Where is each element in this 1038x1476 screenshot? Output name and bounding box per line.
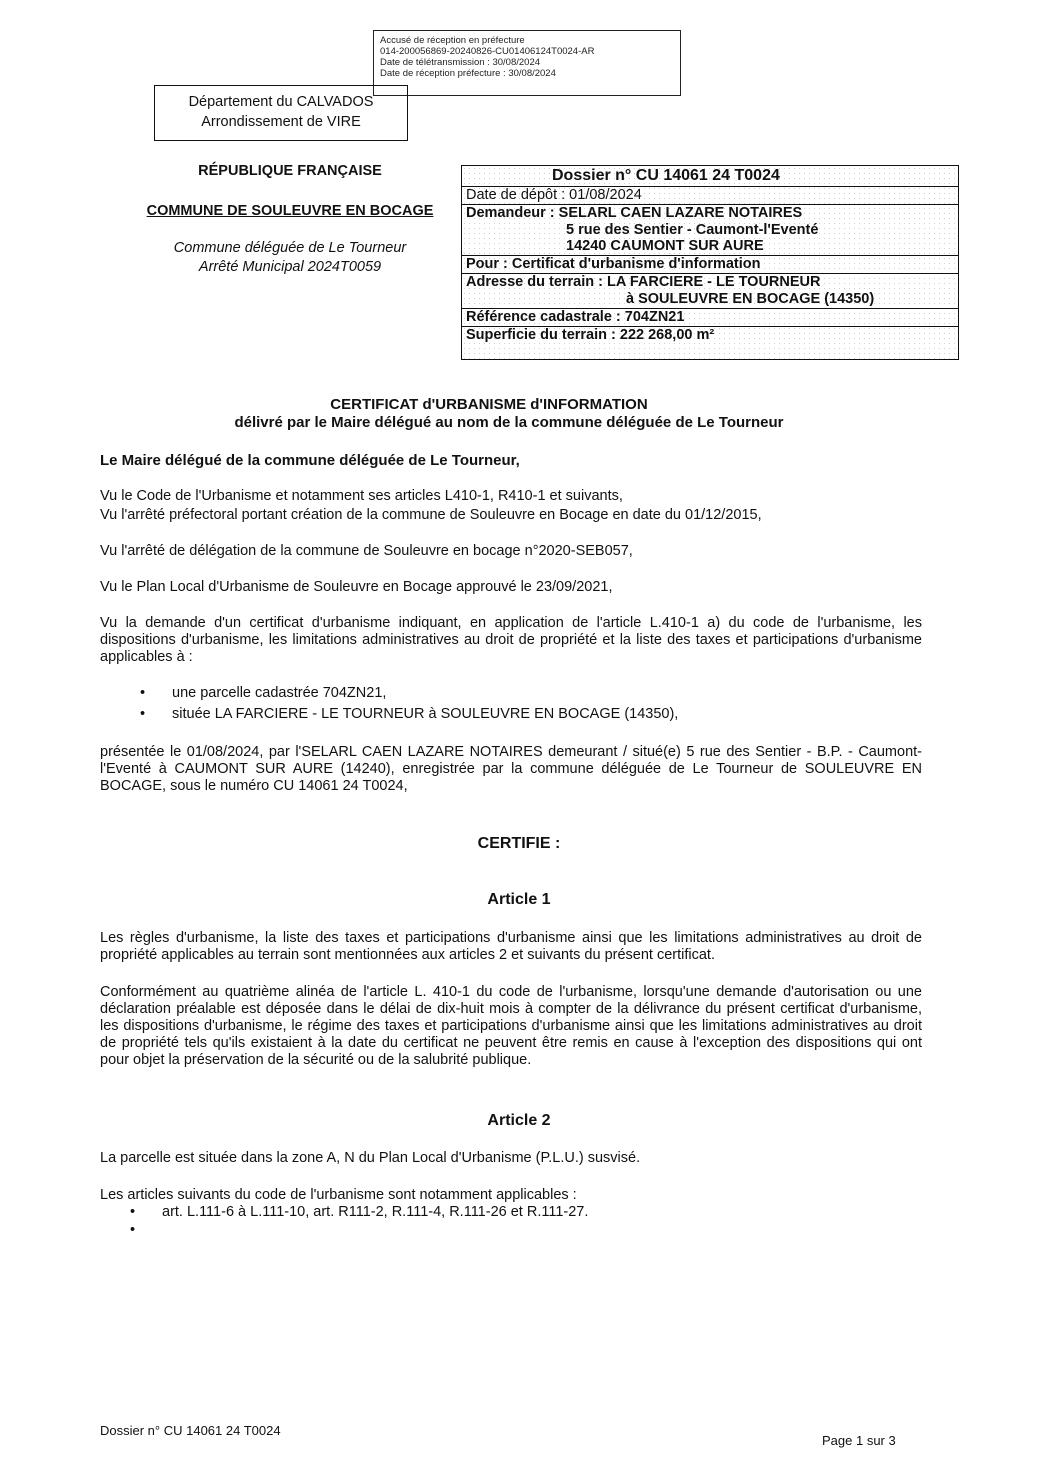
maire-line: Le Maire délégué de la commune déléguée de Le Tourneur,: [100, 452, 520, 469]
adresse-commune: à SOULEUVRE EN BOCAGE (14350): [626, 290, 875, 307]
adresse-line: Adresse du terrain : LA FARCIERE - LE TOURNEUR: [466, 273, 821, 290]
document-title: CERTIFICAT d'URBANISME d'INFORMATION: [330, 396, 648, 413]
dossier-superficie: Superficie du terrain : 222 268,00 m²: [466, 326, 715, 343]
list-item: [130, 1222, 162, 1239]
list-item: [130, 1204, 588, 1221]
arrondissement-line: Arrondissement de VIRE: [201, 114, 361, 130]
bullet-icon: •: [130, 1204, 136, 1220]
page-number: Page 1 sur 3: [822, 1433, 896, 1448]
dossier-number: Dossier n° CU 14061 24 T0024: [462, 166, 958, 187]
dossier-adresse: [462, 274, 958, 309]
stamp-line: Date de réception préfecture : 30/08/2024: [380, 68, 556, 79]
stamp-line: Date de télétransmission : 30/08/2024: [380, 57, 541, 68]
delegated-commune-label: Commune déléguée de Le Tourneur: [173, 240, 407, 256]
bullet-icon: •: [140, 706, 146, 722]
vu-demande: Vu la demande d'un certificat d'urbanisme indiquant, en application de l'article L.410-1 a) du code de l'urbanisme, les dispositions d'urbanisme, les limitations administratives au droit de propriété et la liste des taxes et participations d'urbanisme applicables à :: [100, 615, 922, 665]
demandeur-city: 14240 CAUMONT SUR AURE: [566, 238, 764, 254]
commune-label: COMMUNE DE SOULEUVRE EN BOCAGE: [146, 203, 434, 219]
vu-line: Vu l'arrêté préfectoral portant création de la commune de Souleuvre en Bocage en date du 01/12/2015,: [100, 507, 762, 523]
reception-stamp: [373, 30, 681, 96]
dossier-pour: Pour : Certificat d'urbanisme d'information: [462, 256, 958, 274]
department-box: [154, 85, 408, 141]
demandeur-name: Demandeur : SELARL CAEN LAZARE NOTAIRES: [466, 205, 803, 221]
article1-heading: Article 1: [487, 891, 551, 908]
bullet-icon: •: [130, 1222, 136, 1238]
list-item: [140, 685, 386, 702]
document-subtitle: délivré par le Maire délégué au nom de la commune déléguée de Le Tourneur: [234, 414, 784, 431]
article2-paragraph: La parcelle est située dans la zone A, N du Plan Local d'Urbanisme (P.L.U.) susvisé.: [100, 1150, 641, 1166]
stamp-line: 014-200056869-20240826-CU01406124T0024-AR: [380, 46, 595, 57]
republic-label: RÉPUBLIQUE FRANÇAISE: [198, 163, 382, 179]
article2-paragraph: Les articles suivants du code de l'urbanisme sont notamment applicables :: [100, 1187, 577, 1203]
list-item-text: une parcelle cadastrée 704ZN21,: [172, 685, 387, 701]
article1-paragraph: Les règles d'urbanisme, la liste des taxes et participations d'urbanisme ainsi que les limitations administratives au droit de propriété applicables au terrain sont mentionnées aux articles 2 et suivants du présent certificat.: [100, 930, 922, 963]
presentee-paragraph: présentée le 01/08/2024, par l'SELARL CAEN LAZARE NOTAIRES demeurant / situé(e) 5 rue des Sentier - B.P. - Caumont-l'Eventé à CAUMONT SUR AURE (14240), enregistrée par la commune déléguée de Le Tourneur de SOULEUVRE EN BOCAGE, sous le numéro CU 14061 24 T0024,: [100, 744, 922, 794]
arrete-label: Arrêté Municipal 2024T0059: [198, 259, 382, 275]
dossier-reference: Référence cadastrale : 704ZN21: [462, 309, 958, 327]
list-item-text: art. L.111-6 à L.111-10, art. R111-2, R.111-4, R.111-26 et R.111-27.: [162, 1204, 589, 1220]
demandeur-street: 5 rue des Sentier - Caumont-l'Eventé: [566, 221, 819, 238]
vu-line: Vu le Plan Local d'Urbanisme de Souleuvre en Bocage approuvé le 23/09/2021,: [100, 579, 613, 595]
list-item-text: située LA FARCIERE - LE TOURNEUR à SOULEUVRE EN BOCAGE (14350),: [172, 706, 679, 722]
article1-paragraph: Conformément au quatrième alinéa de l'article L. 410-1 du code de l'urbanisme, lorsqu'une demande d'autorisation ou une déclaration préalable est déposée dans le délai de dix-huit mois à compter de la délivrance du présent certificat d'urbanisme, les dispositions d'urbanisme, le régime des taxes et participations d'urbanisme ainsi que les limitations administratives au droit de propriété tels qu'ils existaient à la date du certificat ne peuvent être remis en cause à l'exception des dispositions qui ont pour objet la préservation de la sécurité ou de la salubrité publique.: [100, 984, 922, 1068]
article2-heading: Article 2: [487, 1112, 551, 1129]
dossier-demandeur: [462, 205, 958, 256]
certifie-heading: CERTIFIE :: [477, 835, 561, 852]
vu-line: Vu l'arrêté de délégation de la commune de Souleuvre en bocage n°2020-SEB057,: [100, 543, 633, 559]
department-line: Département du CALVADOS: [188, 94, 374, 110]
bullet-icon: •: [140, 685, 146, 701]
dossier-depot: Date de dépôt : 01/08/2024: [462, 187, 958, 205]
list-item: [140, 706, 678, 723]
stamp-line: Accusé de réception en préfecture: [380, 35, 525, 46]
vu-line: Vu le Code de l'Urbanisme et notamment ses articles L410-1, R410-1 et suivants,: [100, 488, 623, 504]
footer-dossier: Dossier n° CU 14061 24 T0024: [100, 1423, 281, 1438]
dossier-box: [461, 165, 959, 360]
